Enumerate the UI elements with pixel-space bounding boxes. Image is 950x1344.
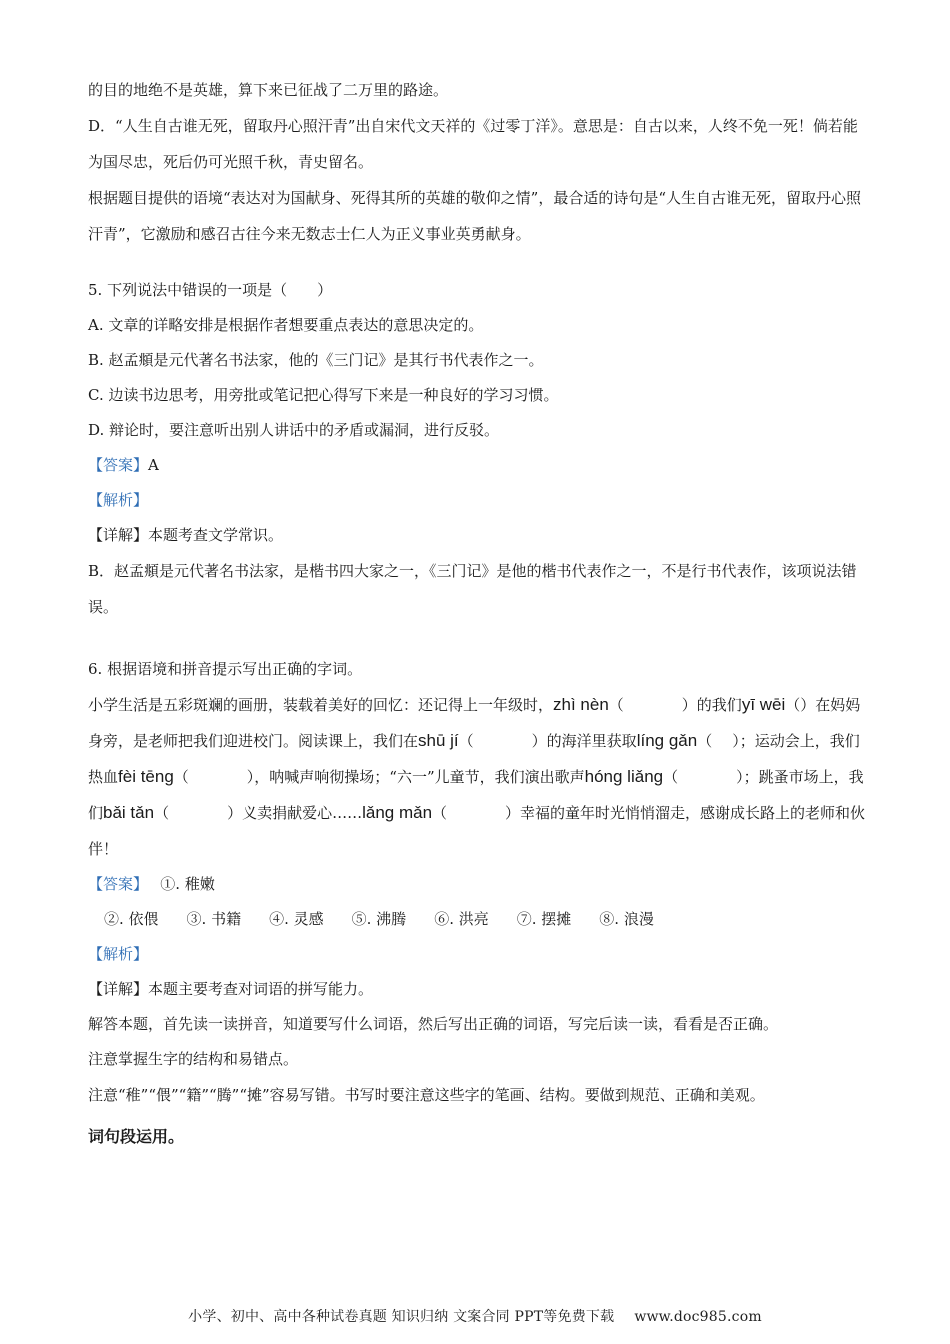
answer-value: A — [148, 456, 159, 474]
q6-stem: 6. 根据语境和拼音提示写出正确的字词。 — [88, 660, 363, 678]
pinyin-5: fèi tēng — [118, 767, 174, 786]
answer-label: 【答案】 — [88, 456, 149, 474]
answer-label: 【答案】 — [88, 875, 141, 893]
answer-7: ⑦. 摆摊 — [516, 910, 572, 928]
q5-option-d: D. 辩论时，要注意听出别人讲话中的矛盾或漏洞，进行反驳。 — [88, 421, 500, 439]
q6-analysis — [88, 937, 868, 972]
footer-text: 小学、初中、高中各种试卷真题 知识归纳 文案合同 PPT等免费下载 — [188, 1309, 615, 1325]
q5-option-b: B. 赵孟頫是元代著名书法家，他的《三门记》是其行书代表作之一。 — [88, 351, 544, 369]
pinyin-3: shū jí — [418, 731, 459, 750]
answer-6: ⑥. 洪亮 — [434, 910, 489, 928]
q6-answer-line-2 — [88, 902, 868, 937]
q5-detail: 【详解】本题考查文学常识。 — [88, 526, 284, 544]
q5-analysis — [88, 483, 868, 518]
answer-4: ④. 灵感 — [269, 910, 324, 928]
pinyin-1: zhì nèn — [553, 695, 609, 714]
document-page — [88, 72, 868, 1155]
answer-5: ⑤. 沸腾 — [351, 910, 407, 928]
q6-answer-line-1 — [88, 867, 868, 902]
pinyin-6: hóng liǎng — [584, 767, 664, 786]
pinyin-4: líng gǎn — [636, 731, 698, 750]
section-heading: 词句段运用。 — [88, 1127, 185, 1146]
q4-option-d: D．“人生自古谁无死，留取丹心照汗青”出自宋代文天祥的《过零丁洋》。意思是：自古以来，人终不免一死！倘若能为国尽忠，死后仍可光照千秋，青史留名。 — [88, 117, 858, 171]
q5-option-c: C. 边读书边思考，用旁批或笔记把心得写下来是一种良好的学习习惯。 — [88, 386, 559, 404]
q6-detail: 【详解】本题主要考查对词语的拼写能力。 — [88, 980, 374, 998]
page-footer — [0, 1306, 950, 1326]
q4-conclusion: 根据题目提供的语境“表达对为国献身、死得其所的英雄的敬仰之情”，最合适的诗句是“人生自古谁无死，留取丹心照汗青”，它激励和感召古往今来无数志士仁人为正义事业英勇献身。 — [88, 189, 862, 243]
answer-3: ③. 书籍 — [186, 910, 242, 928]
q6-passage: 小学生活是五彩斑斓的画册，装载着美好的回忆：还记得上一年级时，zhì nèn（ ）的我们yī wēi（）在妈妈身旁，是老师把我们迎进校门。阅读课上，我们在shū jí（ ）的海洋里获取líng gǎn（ ）；运动会上，我们热血fèi tēng（ ），呐喊声响彻操场；“六一”儿童节，我们演出歌声hóng liǎng（ ）；跳蚤市场上，我们bǎi tǎn（ ）义卖捐献爱心……lǎng mǎn（ ）幸福的童年时光悄悄溜走，感谢成长路上的老师和伙伴！ — [88, 695, 866, 858]
pinyin-8: lǎng mǎn — [362, 803, 433, 822]
pinyin-2: yī wēi — [741, 695, 786, 714]
q6-explain-1: 解答本题，首先读一读拼音，知道要写什么词语，然后写出正确的词语，写完后读一读，看看是否正确。 — [88, 1015, 779, 1033]
q4-tail-line: 的目的地绝不是英雄，算下来已征战了二万里的路途。 — [88, 81, 449, 99]
analysis-label: 【解析】 — [88, 491, 149, 509]
q5-explain: B．赵孟頫是元代著名书法家，是楷书四大家之一，《三门记》是他的楷书代表作之一，不是行书代表作，该项说法错误。 — [88, 562, 857, 616]
answer-1: ①. 稚嫩 — [160, 875, 215, 893]
footer-site[interactable]: www.doc985.com — [634, 1309, 762, 1325]
q6-explain-2: 注意掌握生字的结构和易错点。 — [88, 1050, 299, 1068]
pinyin-7: bǎi tǎn — [103, 803, 155, 822]
answer-8: ⑧. 浪漫 — [599, 910, 654, 928]
answer-2: ②. 依偎 — [104, 910, 159, 928]
q6-explain-3: 注意“稚”“偎”“籍”“腾”“摊”容易写错。书写时要注意这些字的笔画、结构。要做到规范、正确和美观。 — [88, 1086, 765, 1104]
analysis-label: 【解析】 — [88, 945, 149, 963]
q5-option-a: A. 文章的详略安排是根据作者想要重点表达的意思决定的。 — [88, 316, 484, 334]
q5-answer — [88, 448, 868, 483]
q5-stem: 5. 下列说法中错误的一项是（ ） — [88, 281, 333, 299]
